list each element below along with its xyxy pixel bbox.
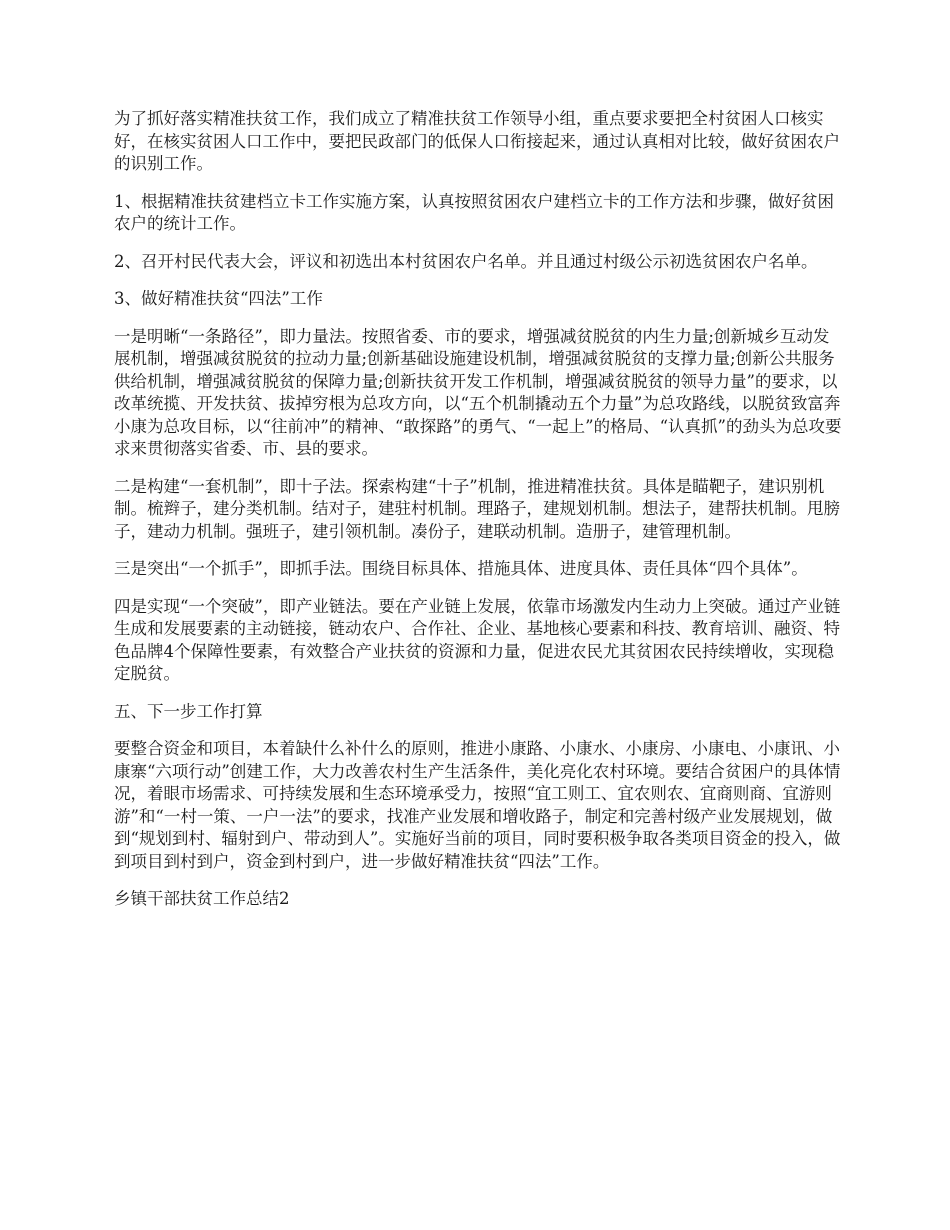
section-heading-next-steps: 五、下一步工作打算 <box>114 701 263 721</box>
paragraph-grip: 三是突出“一个抓手”，即抓手法。围绕目标具体、措施具体、进度具体、责任具体“四个具体”。 <box>114 559 808 578</box>
paragraph-item-3-heading: 3、做好精准扶贫“四法”工作 <box>114 289 323 308</box>
document-title-2: 乡镇干部扶贫工作总结2 <box>114 889 290 908</box>
paragraph-mechanism: 二是构建“一套机制”，即十子法。探索构建“十子”机制，推进精准扶贫。具体是瞄靶子，建识别机制。梳辫子，建分类机制。结对子，建驻村机制。理路子，建规划机制。想法子，建帮扶机制。甩膀子，建动力机制。强班子，建引领机制。凑份子，建联动机制。造册子，建管理机制。 <box>114 476 840 541</box>
paragraph-item-1: 1、根据精准扶贫建档立卡工作实施方案，认真按照贫困农户建档立卡的工作方法和步骤，做好贫困农户的统计工作。 <box>114 191 834 233</box>
paragraph-next-steps: 要整合资金和项目，本着缺什么补什么的原则，推进小康路、小康水、小康房、小康电、小康讯、小康寨“六项行动”创建工作，大力改善农村生产生活条件，美化亮化农村环境。要结合贫困户的具体情况，着眼市场需求、可持续发展和生态环境承受力，按照“宜工则工、宜农则农、宜商则商、宜游则游”和“一村一策、一户一法”的要求，找准产业发展和增收路子，制定和完善村级产业发展规划，做到“规划到村、辐射到户、带动到人”。实施好当前的项目，同时要积极争取各类项目资金的投入，做到项目到村到户，资金到村到户，进一步做好精准扶贫“四法”工作。 <box>114 739 841 871</box>
paragraph-path: 一是明晰“一条路径”，即力量法。按照省委、市的要求，增强减贫脱贫的内生力量;创新城乡互动发展机制，增强减贫脱贫的拉动力量;创新基础设施建设机制，增强减贫脱贫的支撑力量;创新公共服务供给机制，增强减贫脱贫的保障力量;创新扶贫开发工作机制，增强减贫脱贫的领导力量”的要求，以改革统揽、开发扶贫、拔掉穷根为总攻方向，以“五个机制撬动五个力量”为总攻路线，以脱贫致富奔小康为总攻目标，以“往前冲”的精神、“敢探路”的勇气、“一起上”的格局、“认真抓”的劲头为总攻要求来贯彻落实省委、市、县的要求。 <box>114 326 842 458</box>
paragraph-item-2: 2、召开村民代表大会，评议和初选出本村贫困农户名单。并且通过村级公示初选贫困农户名单。 <box>114 251 818 271</box>
paragraph-breakthrough: 四是实现“一个突破”，即产业链法。要在产业链上发展，依靠市场激发内生动力上突破。通过产业链生成和发展要素的主动链接，链动农户、合作社、企业、基地核心要素和科技、教育培训、融资、特色品牌4个保障性要素，有效整合产业扶贫的资源和力量，促进农民尤其贫困农民持续增收，实现稳定脱贫。 <box>114 596 841 683</box>
document-body <box>114 108 844 926</box>
paragraph-intro: 为了抓好落实精准扶贫工作，我们成立了精准扶贫工作领导小组，重点要求要把全村贫困人口核实好，在核实贫困人口工作中，要把民政部门的低保人口衔接起来，通过认真相对比较，做好贫困农户的识别工作。 <box>114 109 840 173</box>
